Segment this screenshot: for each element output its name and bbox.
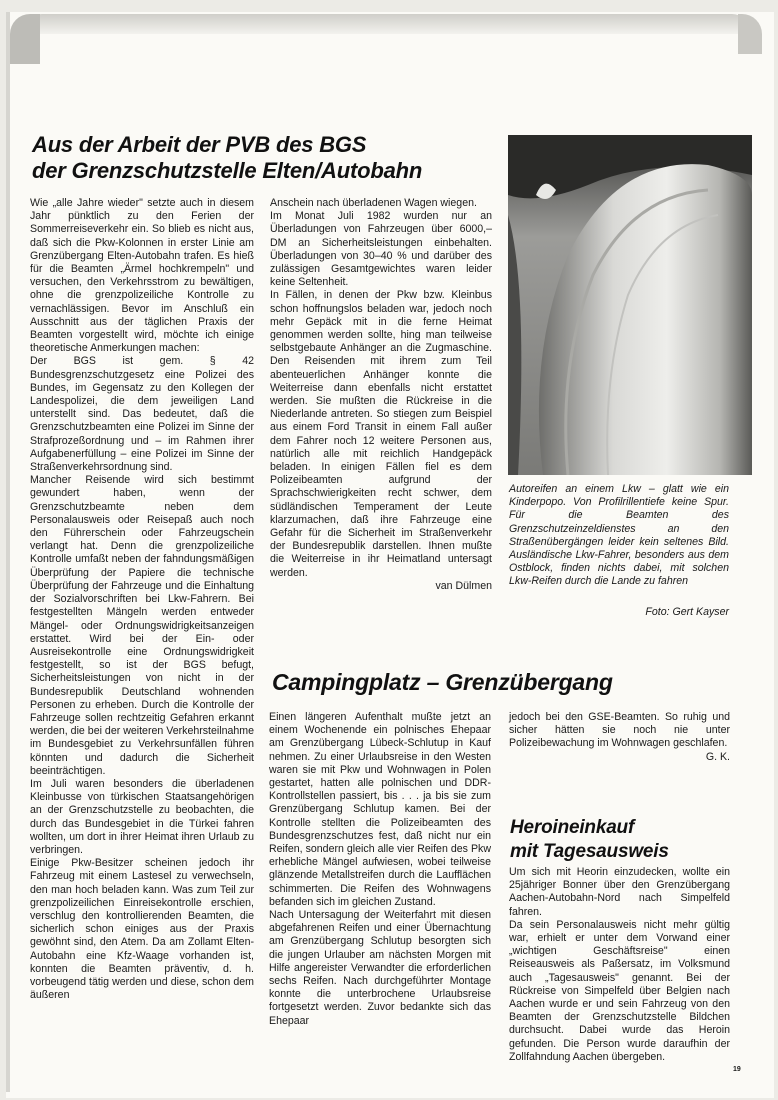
article2-paragraph: Einen längeren Aufenthalt mußte jetzt an einem Wochenende ein polnisches Ehepaar am Grenzübergang Lübeck-Schlutup in Kauf nehmen. Zu einer Urlaubsreise in den Westen waren sie mit Pkw und Wohnwagen in Polen gestartet, hatten alle polnischen und DDR-Kontrollstellen passiert, bis . . . ja bis sie zum Grenzübergang Schlutup kamen. Bei der Kontrolle stellten die Polizeibeamten des Bundesgrenzschutzes fest, daß nicht nur ein Reifen, sondern gleich alle vier Reifen des Pkw erhebliche Mängel aufwiesen, wobei teilweise glänzende Metallstreifen durch die Laufflächen schimmerten. Die Reifen des Wohnwagens befanden sich im gleichen Zustand. xyxy=(269,711,491,908)
article2-column2 xyxy=(509,711,730,764)
article3-title-line1: Heroineinkauf xyxy=(510,817,635,838)
tire-photo xyxy=(508,135,752,475)
photo-credit: Foto: Gert Kayser xyxy=(645,606,729,618)
page-top-bar xyxy=(24,14,750,34)
article2-column1 xyxy=(269,711,491,1028)
page-number: 19 xyxy=(733,1066,741,1073)
article1-title-line2: der Grenzschutzstelle Elten/Autobahn xyxy=(32,158,423,183)
article3-title xyxy=(510,816,760,864)
article1-column1 xyxy=(30,197,254,1002)
article1-paragraph: Mancher Reisende wird sich bestimmt gewundert haben, wenn der Grenzschutzbeamte neben dem Personalausweis oder Reisepaß auch noch den Führerschein oder Fahrzeugschein verlangt hat. Denn die grenzpolizeiliche Kontrolle umfaßt neben der fahndungsmäßigen Überprüfung der Papiere die technische Überprüfung der Fahrzeuge und die Einhaltung der Sozialvorschriften bei Lkw-Fahrern. Bei festgestellten Mängeln werden entweder Mängel- oder Ordnungswidrigkeitsanzeigen erstattet. Wird bei der Ein- oder Ausreisekontrolle eine Ordnungswidrigkeit festgestellt, so ist der BGS befugt, Sicherheitsleistungen von nicht in der Bundesrepublik Deutschland wohnenden Personen zu erheben. Durch die Kontrolle der Fahrzeuge sollen rechtzeitig Gefahren erkannt werden, die bei der weiteren Verkehrsteilnahme im Bundesgebiet zu Verkehrsunfällen führen könnten und dadurch die Sicherheit beeinträchtigen. xyxy=(30,474,254,777)
article1-paragraph: In Fällen, in denen der Pkw bzw. Kleinbus schon hoffnungslos beladen war, jedoch noch mehr Gepäck mit in die ferne Heimat genommen werden sollte, hing man teilweise selbstgebaute Anhänger an die Zugmaschine. Den Reisenden mit ihrem zum Teil abenteuerlichen Anhänger konnte die Weiterreise dann ebenfalls nicht erstattet werden. Sie mußten die Rückreise in die Niederlande antreten. So stiegen zum Beispiel aus einem Ford Transit in einem Fall außer dem Fahrer noch 12 weitere Personen aus, natürlich alle mit reichlich Handgepäck beladen. In einigen Fällen fiel es dem Polizeibeamten aufgrund der Sprachschwierigkeiten recht schwer, dem südländischen Temperament der Leute klarzumachen, daß ihre Fahrzeuge eine Gefahr für die Sicherheit im Straßenverkehr der Bundesrepublik darstellen. Ihnen mußte die Weiterreise in ihr Heimatland untersagt werden. xyxy=(270,289,492,579)
article1-author: van Dülmen xyxy=(435,579,492,592)
article1-paragraph: Im Monat Juli 1982 wurden nur an Überladungen von Fahrzeugen über 6000,– DM an Sicherheitsleistungen einbehalten. Überladungen von 30–40 % und darüber des zulässigen Gesamtgewichtes waren leider keine Seltenheit. xyxy=(270,210,492,289)
article1-paragraph: Im Juli waren besonders die überladenen Kleinbusse von türkischen Staatsangehörigen an der Grenzschutzstelle zu beobachten, die durch das Bundesgebiet in die Türkei fahren wollten, um dort in ihrer Heimat ihren Urlaub zu verbringen. xyxy=(30,777,254,856)
article3-body xyxy=(509,866,730,1064)
article2-title: Campingplatz – Grenzübergang xyxy=(272,669,613,695)
article3-paragraph: Um sich mit Heorin einzudecken, wollte ein 25jähriger Bonner über den Grenzübergang Aachen-Autobahn-Nord nach Simpelfeld fahren. xyxy=(509,866,730,918)
article1-paragraph: Der BGS ist gem. § 42 Bundesgrenzschutzgesetz eine Polizei des Bundes, im Gegensatz zu den Kollegen der Landespolizei, die dem jeweiligen Land unterstellt sind. Das bedeutet, daß die Grenzschutzbeamten eine Polizei im Sinne der Strafprozeßordnung und – im Rahmen ihrer Aufgabenerfüllung – eine Polizei im Sinne der Straßenverkehrsordnung sind. xyxy=(30,355,254,474)
page-top-left-corner xyxy=(10,14,40,64)
article1-column2 xyxy=(270,197,492,593)
article2-paragraph: Nach Untersagung der Weiterfahrt mit diesen abgefahrenen Reifen und einer Übernachtung am Grenzübergang Schlutup besorgten sich die jungen Urlauber am nächsten Morgen mit Hilfe angereister Verwandter die erforderlichen sechs Reifen. Nach durchgeführter Montage konnte die unterbrochene Urlaubsreise fortgesetzt werden. Zuvor bedankte sich das Ehepaar xyxy=(269,909,491,1027)
tire-illustration xyxy=(508,135,752,475)
binding-edge xyxy=(6,12,10,1092)
article1-paragraph: Einige Pkw-Besitzer scheinen jedoch ihr Fahrzeug mit einem Lastesel zu verwechseln, den man hoch beladen kann. Was zum Teil zur grenzpolizeilichen Einreisekontrolle erschien, verschlug den kontrollierenden Beamten, die sicherlich schon einiges aus der Praxis gewöhnt sind, den Atem. Da am Zollamt Elten-Autobahn eine Kfz-Waage vorhanden ist, konnten die Beamten präventiv, d. h. vorbeugend tätig werden und diese, schon dem äußeren xyxy=(30,857,254,1002)
photo-caption: Autoreifen an einem Lkw – glatt wie ein Kinderpopo. Von Profilrillentiefe keine Spur. Für die Beamten des Grenzschutzeinzeldienstes an den Straßenübergängen leider kein seltenes Bild. Ausländische Lkw-Fahrer, besonders aus dem Ostblock, finden nichts dabei, mit solchen Lkw-Reifen durch die Lande zu fahren xyxy=(509,483,729,588)
article3-title-line2: mit Tagesausweis xyxy=(510,841,669,862)
article3-paragraph: Da sein Personalausweis nicht mehr gültig war, erhielt er unter dem Vorwand einer „wichtigen Geschäftsreise" einen Reiseausweis als Paßersatz, im Volksmund auch „Tagesausweis" genannt. Bei der Rückreise von Simpelfeld über Belgien nach Aachen wurde er und sein Fahrzeug von den Beamten der Grenzschutzstelle Bildchen durchsucht. Dabei wurde das Heroin gefunden. Die Person wurde daraufhin der Zollfahndung Aachen übergeben. xyxy=(509,918,730,1063)
article2-paragraph: jedoch bei den GSE-Beamten. So ruhig und sicher hätten sie noch nie unter Polizeibewachung im Wohnwagen geschlafen. xyxy=(509,711,730,750)
article1-paragraph: Wie „alle Jahre wieder" setzte auch in diesem Jahr pünktlich zu den Ferien der Sommerreiseverkehr ein. So blieb es nicht aus, daß sich die Pkw-Kolonnen in erster Linie am Grenzübergang Elten-Autobahn trafen. Es hieß für die Beamten „Ärmel hochkrempeln" und versuchen, den Verkehrsstrom zu bewältigen, ohne die grenzpolizeiliche Kontrolle zu vernachlässigen. Bevor im Anschluß ein Ausschnitt aus der täglichen Praxis der Beamten vorgestellt wird, möchte ich einige theoretische Anmerkungen machen: xyxy=(30,197,254,355)
article1-title-line1: Aus der Arbeit der PVB des BGS xyxy=(32,132,367,157)
article1-paragraph: Anschein nach überladenen Wagen wiegen. xyxy=(270,197,477,209)
article1-title xyxy=(32,132,502,184)
article2-author: G. K. xyxy=(705,750,730,763)
